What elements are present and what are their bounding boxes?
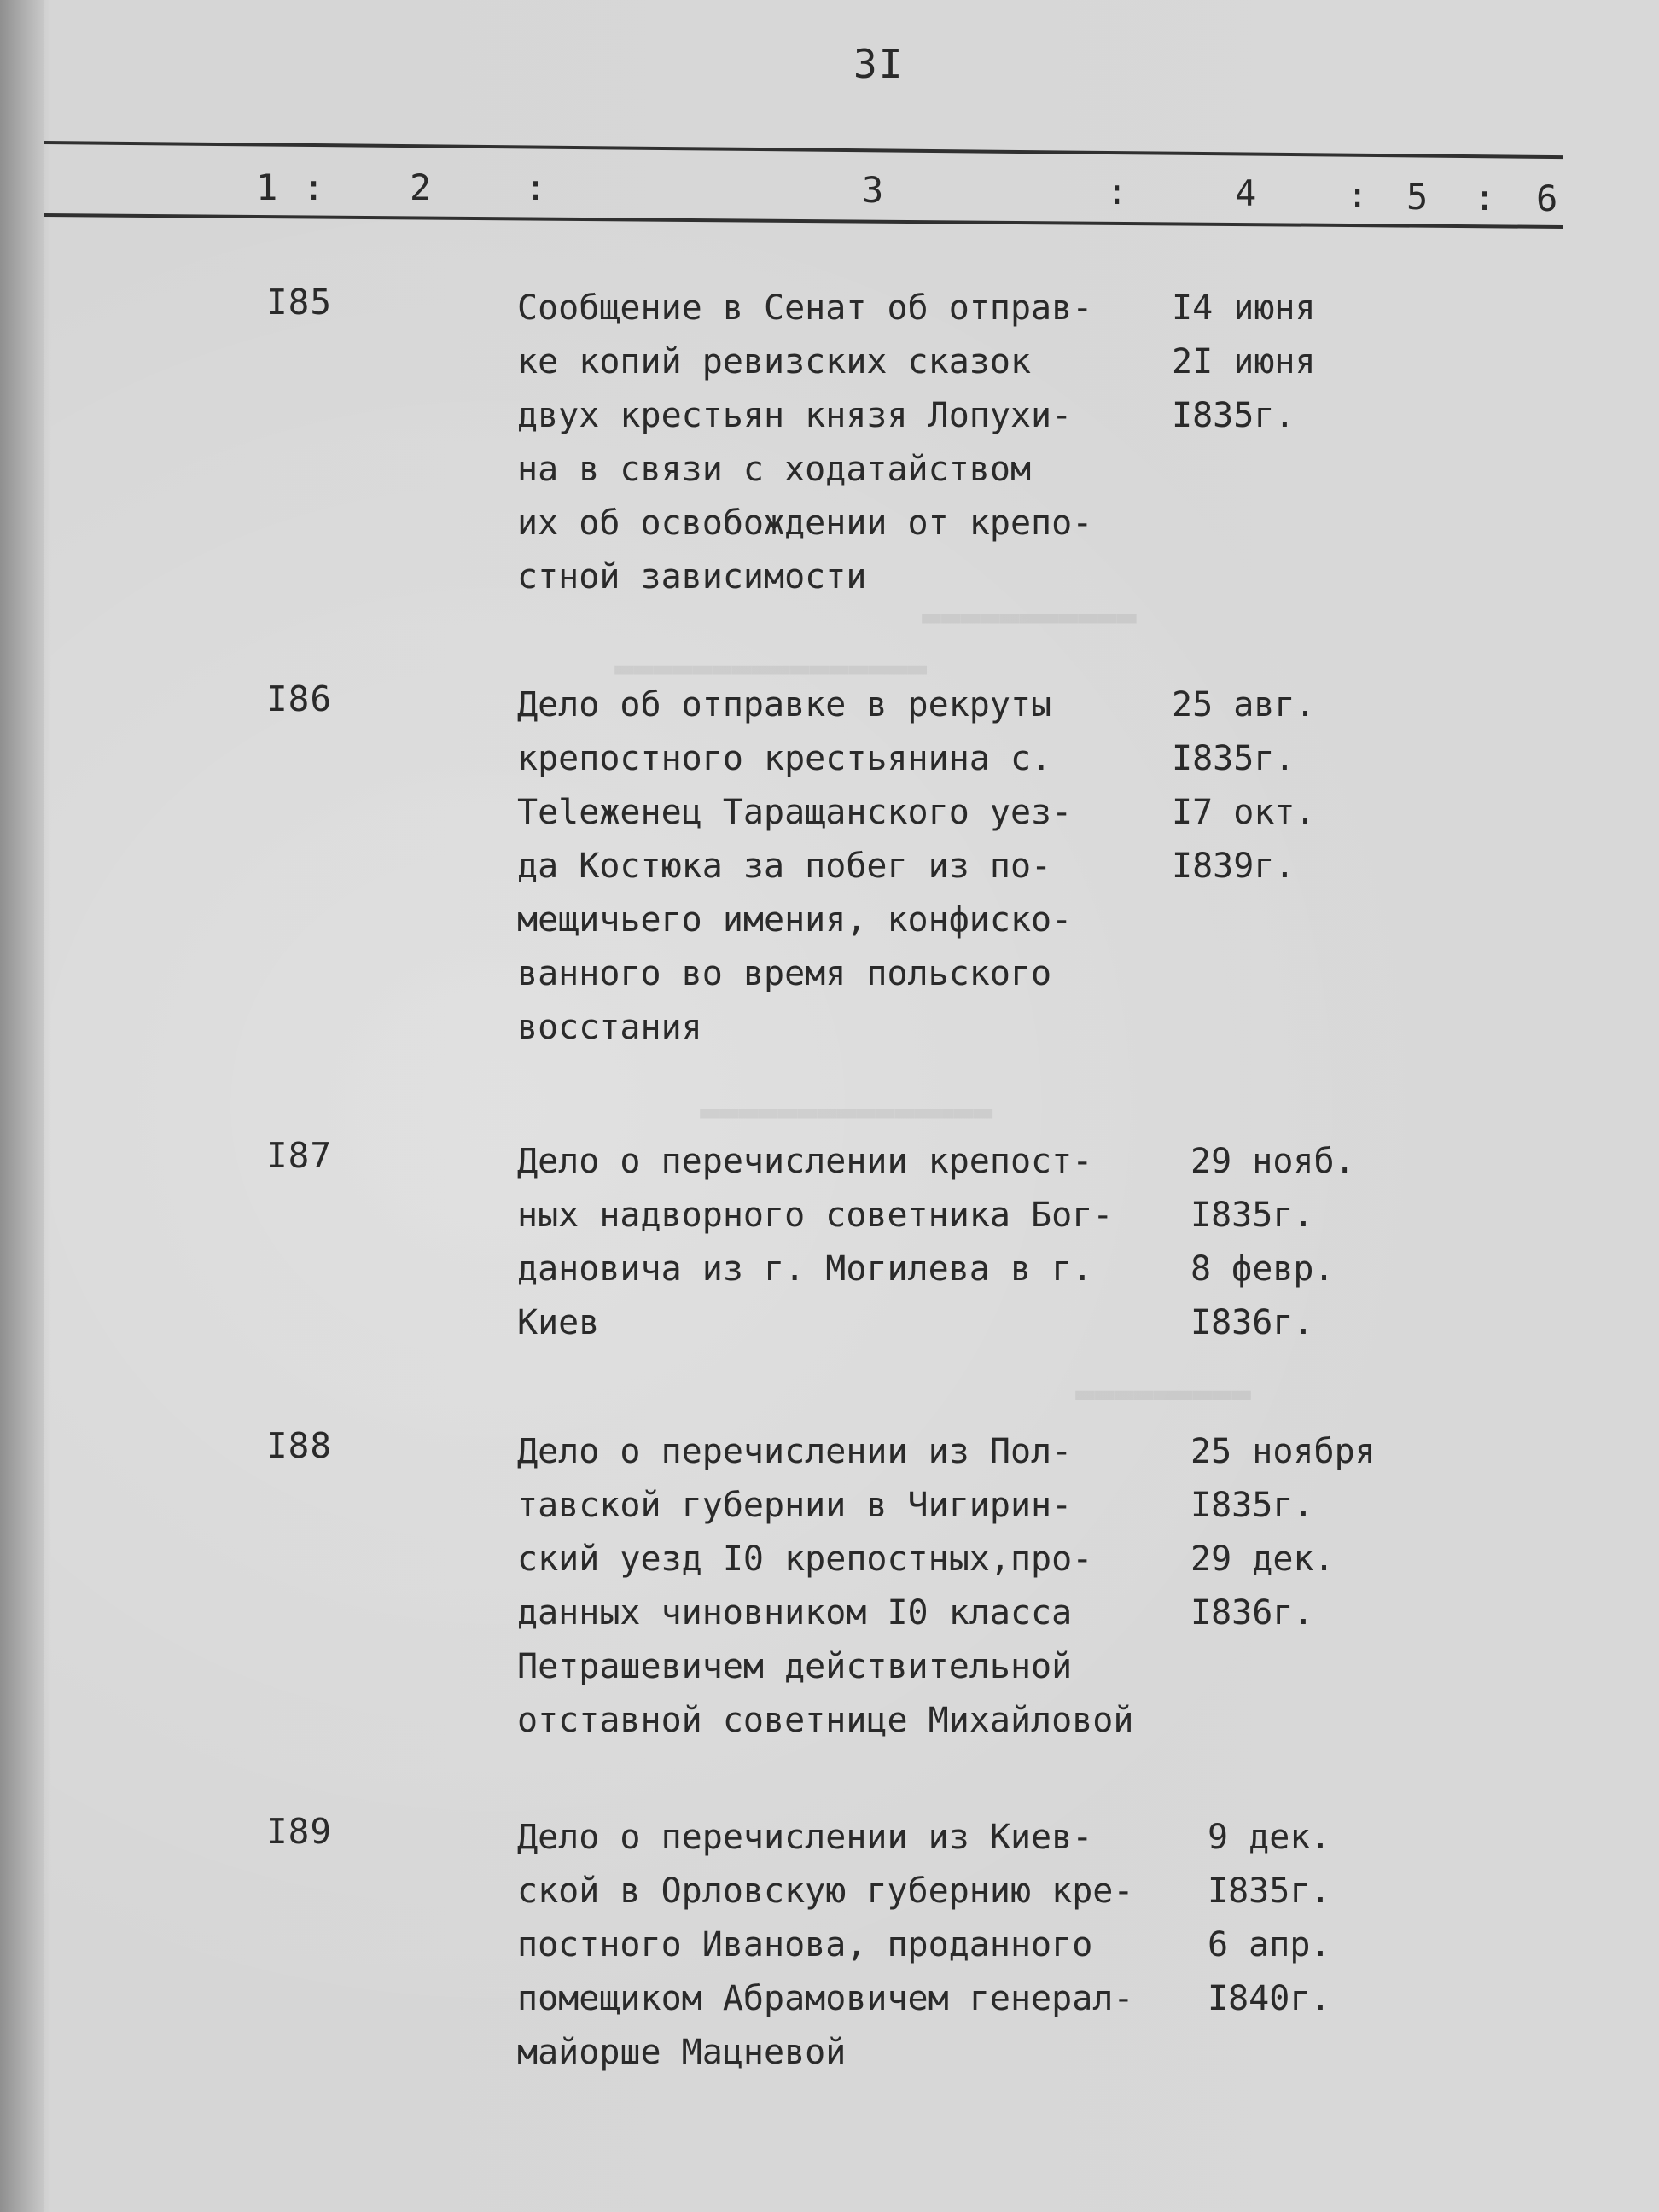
description-line: Сообщение в Сенат об отправ- bbox=[517, 288, 1093, 328]
date-line: I7 окт. bbox=[1172, 793, 1316, 832]
header-top-rule bbox=[44, 141, 1563, 159]
date-line: I4 июня bbox=[1172, 288, 1316, 328]
description-line: мещичьего имения, конфиско- bbox=[517, 900, 1073, 940]
bleed-through: ▬▬▬▬▬▬▬▬▬▬▬▬▬▬▬▬ bbox=[614, 649, 928, 686]
description-line: крепостного крестьянина с. bbox=[517, 739, 1052, 778]
description-line: стной зависимости bbox=[517, 557, 867, 597]
description-line: двух крестьян князя Лопухи- bbox=[517, 396, 1073, 435]
description-line: Дело об отправке в рекруты bbox=[517, 685, 1052, 725]
entry-description bbox=[517, 1135, 1208, 1350]
column-separator: : bbox=[1347, 174, 1369, 216]
column-separator: : bbox=[1106, 171, 1128, 212]
bleed-through: ▬▬▬▬▬▬▬▬▬▬▬ bbox=[922, 597, 1137, 635]
description-line: их об освобождении от крепо- bbox=[517, 504, 1093, 543]
header-bottom-rule bbox=[44, 213, 1563, 229]
column-header-1: 1 bbox=[256, 166, 278, 208]
description-line: Теleженец Таращанского уез- bbox=[517, 793, 1073, 832]
column-separator: : bbox=[525, 166, 547, 208]
date-line: I835г. bbox=[1190, 1196, 1314, 1235]
date-line: 29 нояб. bbox=[1190, 1142, 1355, 1181]
description-line: отставной советнице Михайловой bbox=[517, 1701, 1134, 1740]
date-line: 6 апр. bbox=[1208, 1925, 1331, 1965]
description-line: постного Иванова, проданного bbox=[517, 1925, 1093, 1965]
date-line: 25 ноября bbox=[1190, 1432, 1376, 1471]
page-number: 3I bbox=[853, 41, 905, 87]
date-line: 29 дек. bbox=[1190, 1540, 1335, 1579]
entry-description bbox=[517, 1811, 1208, 2080]
date-line: I835г. bbox=[1172, 739, 1295, 778]
date-line: I839г. bbox=[1172, 847, 1295, 886]
description-line: Дело о перечислении из Пол- bbox=[517, 1432, 1073, 1471]
description-line: Петрашевичем действительной bbox=[517, 1647, 1073, 1686]
description-line: ных надворного советника Бог- bbox=[517, 1196, 1114, 1235]
description-line: ский уезд I0 крепостных,про- bbox=[517, 1540, 1093, 1579]
date-line: I835г. bbox=[1190, 1486, 1314, 1525]
description-line: Дело о перечислении из Киев- bbox=[517, 1818, 1093, 1857]
description-line: Дело о перечислении крепост- bbox=[517, 1142, 1093, 1181]
description-line: ской в Орловскую губернию кре- bbox=[517, 1871, 1134, 1911]
description-line: ванного во время польского bbox=[517, 954, 1052, 993]
description-line: майорше Мацневой bbox=[517, 2033, 847, 2072]
description-line: Киев bbox=[517, 1303, 600, 1342]
description-line: ке копий ревизских сказок bbox=[517, 342, 1032, 381]
column-header-5: 5 bbox=[1406, 176, 1429, 218]
column-header-6: 6 bbox=[1536, 178, 1558, 219]
entry-dates bbox=[1190, 1425, 1376, 1640]
entry-description bbox=[517, 678, 1208, 1055]
entry-description bbox=[517, 282, 1208, 604]
entry-dates bbox=[1190, 1135, 1355, 1350]
column-header-2: 2 bbox=[410, 166, 432, 208]
date-line: I835г. bbox=[1208, 1871, 1331, 1911]
description-line: да Костюка за побег из по- bbox=[517, 847, 1052, 886]
description-line: дановича из г. Могилева в г. bbox=[517, 1249, 1093, 1289]
date-line: I840г. bbox=[1208, 1979, 1331, 2018]
date-line: I836г. bbox=[1190, 1303, 1314, 1342]
date-line: 2I июня bbox=[1172, 342, 1316, 381]
page-binding-edge bbox=[0, 0, 44, 2212]
description-line: на в связи с ходатайством bbox=[517, 450, 1032, 489]
date-line: 25 авг. bbox=[1172, 685, 1316, 725]
entry-number: I87 bbox=[266, 1135, 333, 1176]
column-header-3: 3 bbox=[862, 169, 884, 211]
column-separator: : bbox=[1474, 177, 1496, 218]
bleed-through: ▬▬▬▬▬▬▬▬▬▬▬▬▬▬▬ bbox=[700, 1092, 993, 1130]
entry-number: I85 bbox=[266, 282, 333, 323]
column-header-4: 4 bbox=[1235, 172, 1257, 214]
description-line: помещиком Абрамовичем генерал- bbox=[517, 1979, 1134, 2018]
description-line: восстания bbox=[517, 1008, 702, 1047]
date-line: I836г. bbox=[1190, 1593, 1314, 1633]
entry-dates bbox=[1172, 678, 1316, 894]
description-line: данных чиновником I0 класса bbox=[517, 1593, 1073, 1633]
date-line: 8 февр. bbox=[1190, 1249, 1335, 1289]
bleed-through: ▬▬▬▬▬▬▬▬▬ bbox=[1075, 1374, 1251, 1412]
entry-dates bbox=[1172, 282, 1316, 443]
entry-number: I89 bbox=[266, 1811, 333, 1852]
entry-number: I88 bbox=[266, 1425, 333, 1466]
column-separator: : bbox=[303, 166, 325, 208]
entry-description bbox=[517, 1425, 1208, 1748]
date-line: I835г. bbox=[1172, 396, 1295, 435]
entry-number: I86 bbox=[266, 678, 333, 719]
description-line: тавской губернии в Чигирин- bbox=[517, 1486, 1073, 1525]
date-line: 9 дек. bbox=[1208, 1818, 1331, 1857]
entry-dates bbox=[1208, 1811, 1331, 2026]
